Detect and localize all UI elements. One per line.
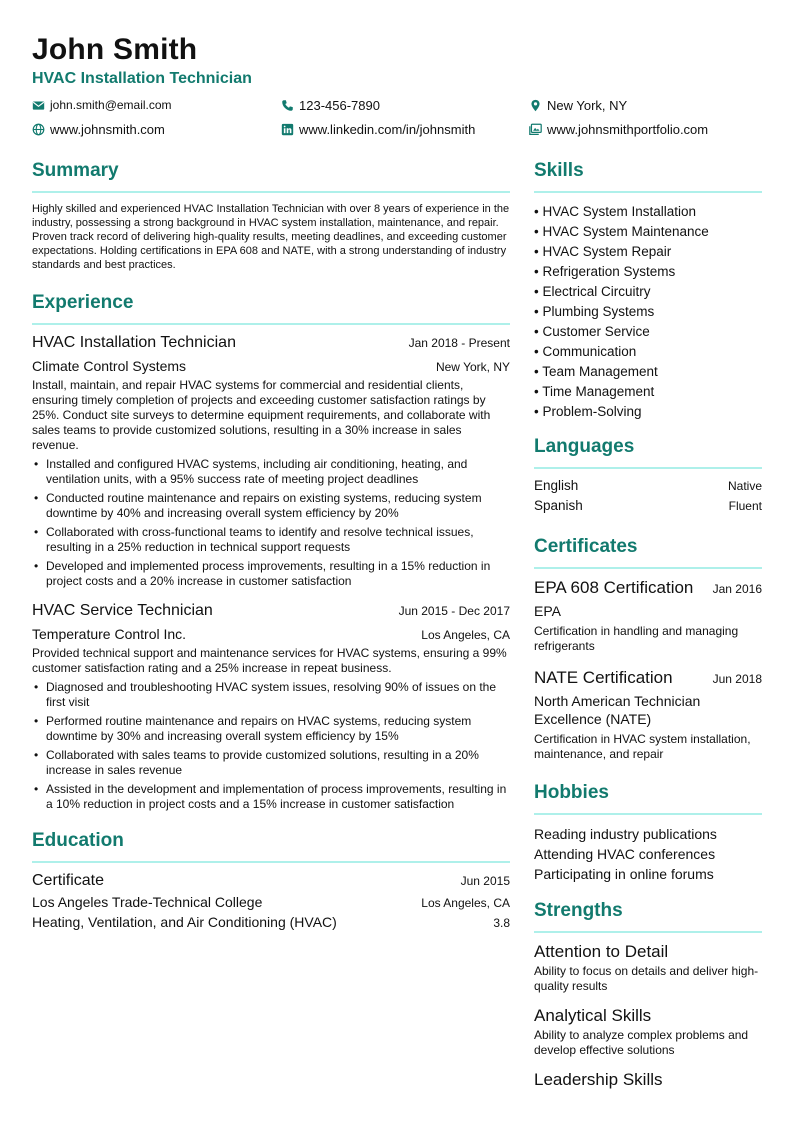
email-icon — [32, 99, 45, 112]
certificate-desc: Certification in handling and managing refrigerants — [534, 624, 739, 653]
list-item: • Developed and implemented process improvements, resulting in a 15% reduction in project costs and a 20% increase in customer satisfaction — [32, 559, 510, 589]
list-item: • Customer Service — [534, 324, 650, 339]
experience-heading: Experience — [32, 292, 134, 313]
contact-linkedin[interactable] — [281, 122, 475, 137]
portfolio-icon — [529, 123, 542, 136]
list-item: • Electrical Circuitry — [534, 284, 651, 299]
globe-icon — [32, 123, 45, 136]
list-item: • Collaborated with cross-functional teams to identify and resolve technical issues, resulting in a 25% reduction in technical support requests — [32, 525, 510, 555]
list-item: • Installed and configured HVAC systems, including air conditioning, heating, and ventilation units, with a 95% success rate of meeting project deadlines — [32, 457, 510, 487]
contact-email[interactable] — [32, 98, 172, 112]
education-gpa: 3.8 — [493, 916, 510, 930]
education-heading: Education — [32, 830, 124, 851]
languages-heading: Languages — [534, 436, 635, 457]
right-column — [534, 160, 762, 1090]
strength-desc: Ability to analyze complex problems and develop effective solutions — [534, 1028, 749, 1057]
strengths-heading: Strengths — [534, 900, 623, 921]
list-item: • HVAC System Maintenance — [534, 224, 709, 239]
job-title: HVAC Installation Technician — [32, 334, 236, 351]
strength-desc: Ability to focus on details and deliver high-quality results — [534, 964, 759, 993]
website-text: www.johnsmith.com — [50, 122, 165, 137]
contact-row-1 — [32, 98, 772, 116]
contact-phone[interactable] — [281, 98, 380, 113]
list-item: • Communication — [534, 344, 637, 359]
resume-title: HVAC Installation Technician — [32, 70, 252, 87]
section-divider — [534, 931, 762, 933]
education-date: Jun 2015 — [460, 874, 510, 888]
section-divider — [32, 323, 510, 325]
list-item: Attending HVAC conferences — [534, 846, 716, 862]
certificates-heading: Certificates — [534, 536, 638, 557]
job-entry — [32, 602, 510, 812]
list-item: • Conducted routine maintenance and repairs on existing systems, reducing system downtime by 40% and increasing overall system efficiency by 20% — [32, 491, 510, 521]
contact-location — [529, 98, 627, 113]
location-pin-icon — [529, 99, 542, 112]
education-school: Los Angeles Trade-Technical College — [32, 894, 263, 910]
strength-name: Attention to Detail — [534, 942, 669, 961]
certificate-date: Jun 2018 — [712, 672, 762, 686]
contact-row-2 — [32, 122, 772, 140]
strength-name: Analytical Skills — [534, 1006, 652, 1025]
skills-heading: Skills — [534, 160, 584, 181]
certificate-name: NATE Certification — [534, 668, 673, 687]
list-item: • Team Management — [534, 364, 658, 379]
education-field: Heating, Ventilation, and Air Conditioning (HVAC) — [32, 914, 337, 930]
language-level: Native — [727, 479, 762, 493]
summary-heading: Summary — [32, 160, 119, 181]
job-description: Provided technical support and maintenance services for HVAC systems, ensuring a 99% customer satisfaction rating and a 25% increase in repeat business. — [32, 646, 507, 675]
email-text: john.smith@email.com — [50, 98, 172, 112]
language-name: Spanish — [534, 498, 583, 513]
left-column — [32, 160, 510, 930]
job-bullets — [32, 457, 510, 589]
linkedin-text: www.linkedin.com/in/johnsmith — [299, 122, 476, 137]
list-item: • Problem-Solving — [534, 404, 642, 419]
list-item: • Plumbing Systems — [534, 304, 655, 319]
certificate-entry — [534, 578, 762, 654]
job-location: Los Angeles, CA — [421, 628, 510, 642]
job-company: Temperature Control Inc. — [32, 626, 187, 642]
job-dates: Jun 2015 - Dec 2017 — [398, 604, 510, 618]
language-row — [534, 478, 762, 498]
education-degree: Certificate — [32, 872, 105, 889]
certificate-name: EPA 608 Certification — [534, 578, 694, 597]
list-item: • Refrigeration Systems — [534, 264, 676, 279]
section-divider — [534, 813, 762, 815]
section-divider — [534, 467, 762, 469]
phone-text: 123-456-7890 — [299, 98, 380, 113]
job-dates: Jan 2018 - Present — [408, 336, 510, 350]
certificate-org: North American Technician Excellence (NATE) — [534, 693, 701, 727]
location-text: New York, NY — [547, 98, 628, 113]
section-divider — [534, 191, 762, 193]
list-item: • Performed routine maintenance and repairs on HVAC systems, reducing system downtime by 30% and increasing overall system efficiency by 15% — [32, 714, 510, 744]
certificate-org: EPA — [534, 603, 561, 619]
language-name: English — [534, 478, 579, 493]
strength-entry — [534, 1006, 762, 1058]
section-divider — [32, 861, 510, 863]
job-bullets — [32, 680, 510, 812]
section-divider — [32, 191, 510, 193]
strength-name: Leadership Skills — [534, 1070, 663, 1089]
list-item: • Diagnosed and troubleshooting HVAC system issues, resolving 90% of issues on the first visit — [32, 680, 510, 710]
certificate-desc: Certification in HVAC system installation, maintenance, and repair — [534, 732, 751, 761]
contact-website[interactable] — [32, 122, 165, 137]
language-level: Fluent — [728, 499, 762, 513]
strength-entry — [534, 942, 762, 994]
certificate-entry — [534, 668, 762, 762]
strength-entry — [534, 1070, 762, 1090]
hobbies-heading: Hobbies — [534, 782, 609, 803]
list-item: Participating in online forums — [534, 866, 714, 882]
list-item: • HVAC System Repair — [534, 244, 672, 259]
list-item: • Collaborated with sales teams to provide customized solutions, resulting in a 20% increase in sales revenue — [32, 748, 510, 778]
list-item: Reading industry publications — [534, 826, 717, 842]
job-description: Install, maintain, and repair HVAC systems for commercial and residential clients, ensuring timely completion of projects and exceeding customer satisfaction ratings by 25%. Conduct site surveys to determine equipment requirements, and collaborate with sales teams to provide customized solutions, resulting in a 30% increase in sales revenue. — [32, 378, 491, 452]
list-item: • Time Management — [534, 384, 655, 399]
list-item: • HVAC System Installation — [534, 204, 697, 219]
education-location: Los Angeles, CA — [421, 896, 510, 910]
linkedin-icon — [281, 123, 294, 136]
language-row — [534, 498, 762, 518]
list-item: • Assisted in the development and implementation of process improvements, resulting in a 10% reduction in project costs and a 15% increase in customer satisfaction — [32, 782, 510, 812]
job-company: Climate Control Systems — [32, 358, 187, 374]
contact-portfolio[interactable] — [529, 122, 708, 137]
summary-text: Highly skilled and experienced HVAC Installation Technician with over 8 years of experience in the industry, possessing a strong background in HVAC system installation, maintenance, and repair. Proven track record of delivering high-quality results, meeting deadlines, and exceeding customer expectations. Holding certifications in EPA 608 and NATE, with a strong understanding of industry standards and best practices. — [32, 203, 510, 271]
job-location: New York, NY — [435, 360, 510, 374]
education-entry — [32, 872, 510, 930]
job-entry — [32, 334, 510, 589]
resume-name: John Smith — [32, 33, 198, 66]
phone-icon — [281, 99, 294, 112]
job-title: HVAC Service Technician — [32, 602, 213, 619]
skills-list — [534, 202, 762, 422]
certificate-date: Jan 2016 — [712, 582, 762, 596]
section-divider — [534, 567, 762, 569]
portfolio-text: www.johnsmithportfolio.com — [547, 122, 709, 137]
